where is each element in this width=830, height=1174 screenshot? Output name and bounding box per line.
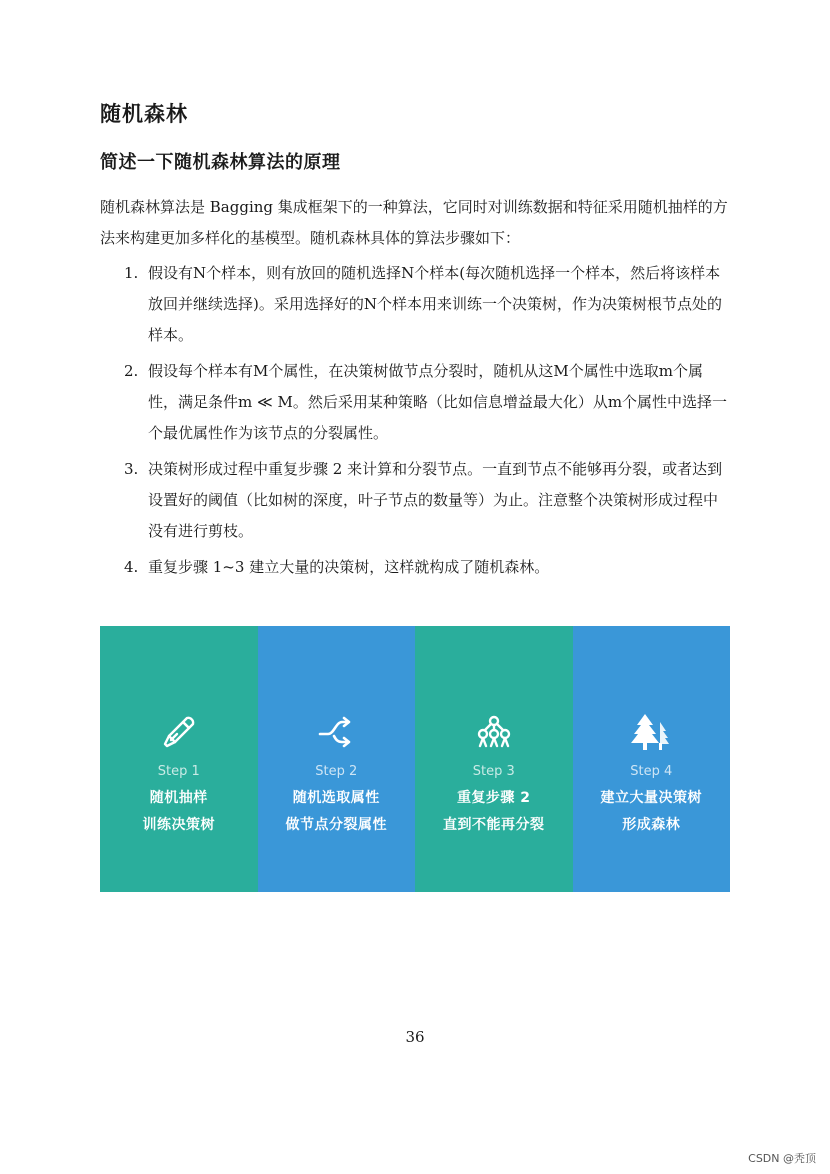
page-number: 36 <box>405 1028 425 1046</box>
algorithm-steps-list <box>100 258 732 588</box>
step-title-line-2: 形成森林 <box>622 817 681 833</box>
banner-panel-step-1 <box>100 626 258 892</box>
list-item-text: 重复步骤 1~3 建立大量的决策树，这样就构成了随机森林。 <box>148 558 550 576</box>
forest-icon <box>631 712 671 752</box>
step-title-line-2: 直到不能再分裂 <box>443 817 545 833</box>
intro-paragraph: 随机森林算法是 Bagging 集成框架下的一种算法，它同时对训练数据和特征采用随机抽样的方法来构建更加多样化的基模型。随机森林具体的算法步骤如下： <box>100 198 728 247</box>
dropper-icon <box>159 712 199 752</box>
step-label: Step 2 <box>315 764 358 779</box>
banner-panel-step-4 <box>573 626 731 892</box>
node-split-icon <box>474 712 514 752</box>
step-title-line-2: 做节点分裂属性 <box>285 817 387 833</box>
list-item <box>100 356 732 449</box>
step-label: Step 1 <box>157 764 200 779</box>
step-label: Step 4 <box>630 764 673 779</box>
list-item-text: 决策树形成过程中重复步骤 2 来计算和分裂节点。一直到节点不能够再分裂，或者达到设置好的阈值（比如树的深度，叶子节点的数量等）为止。注意整个决策树形成过程中没有进行剪枝。 <box>148 460 723 540</box>
list-item <box>100 454 732 547</box>
section-heading: 随机森林 <box>100 102 188 126</box>
list-item-text: 假设每个样本有M个属性，在决策树做节点分裂时，随机从这M个属性中选取m个属性，满足条件m ≪ M。然后采用某种策略（比如信息增益最大化）从m个属性中选择一个最优属性作为该节点的分裂属性。 <box>148 362 728 442</box>
step-title-line-2: 训练决策树 <box>142 817 215 833</box>
shuffle-icon <box>316 712 356 752</box>
step-title-line-1: 重复步骤 2 <box>456 790 531 806</box>
question-heading: 简述一下随机森林算法的原理 <box>100 152 341 173</box>
watermark: CSDN @秃顶 <box>748 1152 816 1165</box>
step-title-line-1: 随机选取属性 <box>292 790 380 806</box>
banner-panel-step-2 <box>258 626 416 892</box>
list-item <box>100 552 732 583</box>
steps-banner <box>100 626 730 892</box>
step-title-line-1: 建立大量决策树 <box>600 790 702 806</box>
list-item <box>100 258 732 351</box>
list-item-text: 假设有N个样本，则有放回的随机选择N个样本(每次随机选择一个样本，然后将该样本放回并继续选择)。采用选择好的N个样本用来训练一个决策树，作为决策树根节点处的样本。 <box>148 264 722 344</box>
list-item-number: 3. <box>124 460 139 478</box>
list-item-number: 4. <box>124 558 139 576</box>
banner-panel-step-3 <box>415 626 573 892</box>
step-label: Step 3 <box>472 764 515 779</box>
list-item-number: 1. <box>124 264 139 282</box>
list-item-number: 2. <box>124 362 139 380</box>
step-title-line-1: 随机抽样 <box>149 790 208 806</box>
